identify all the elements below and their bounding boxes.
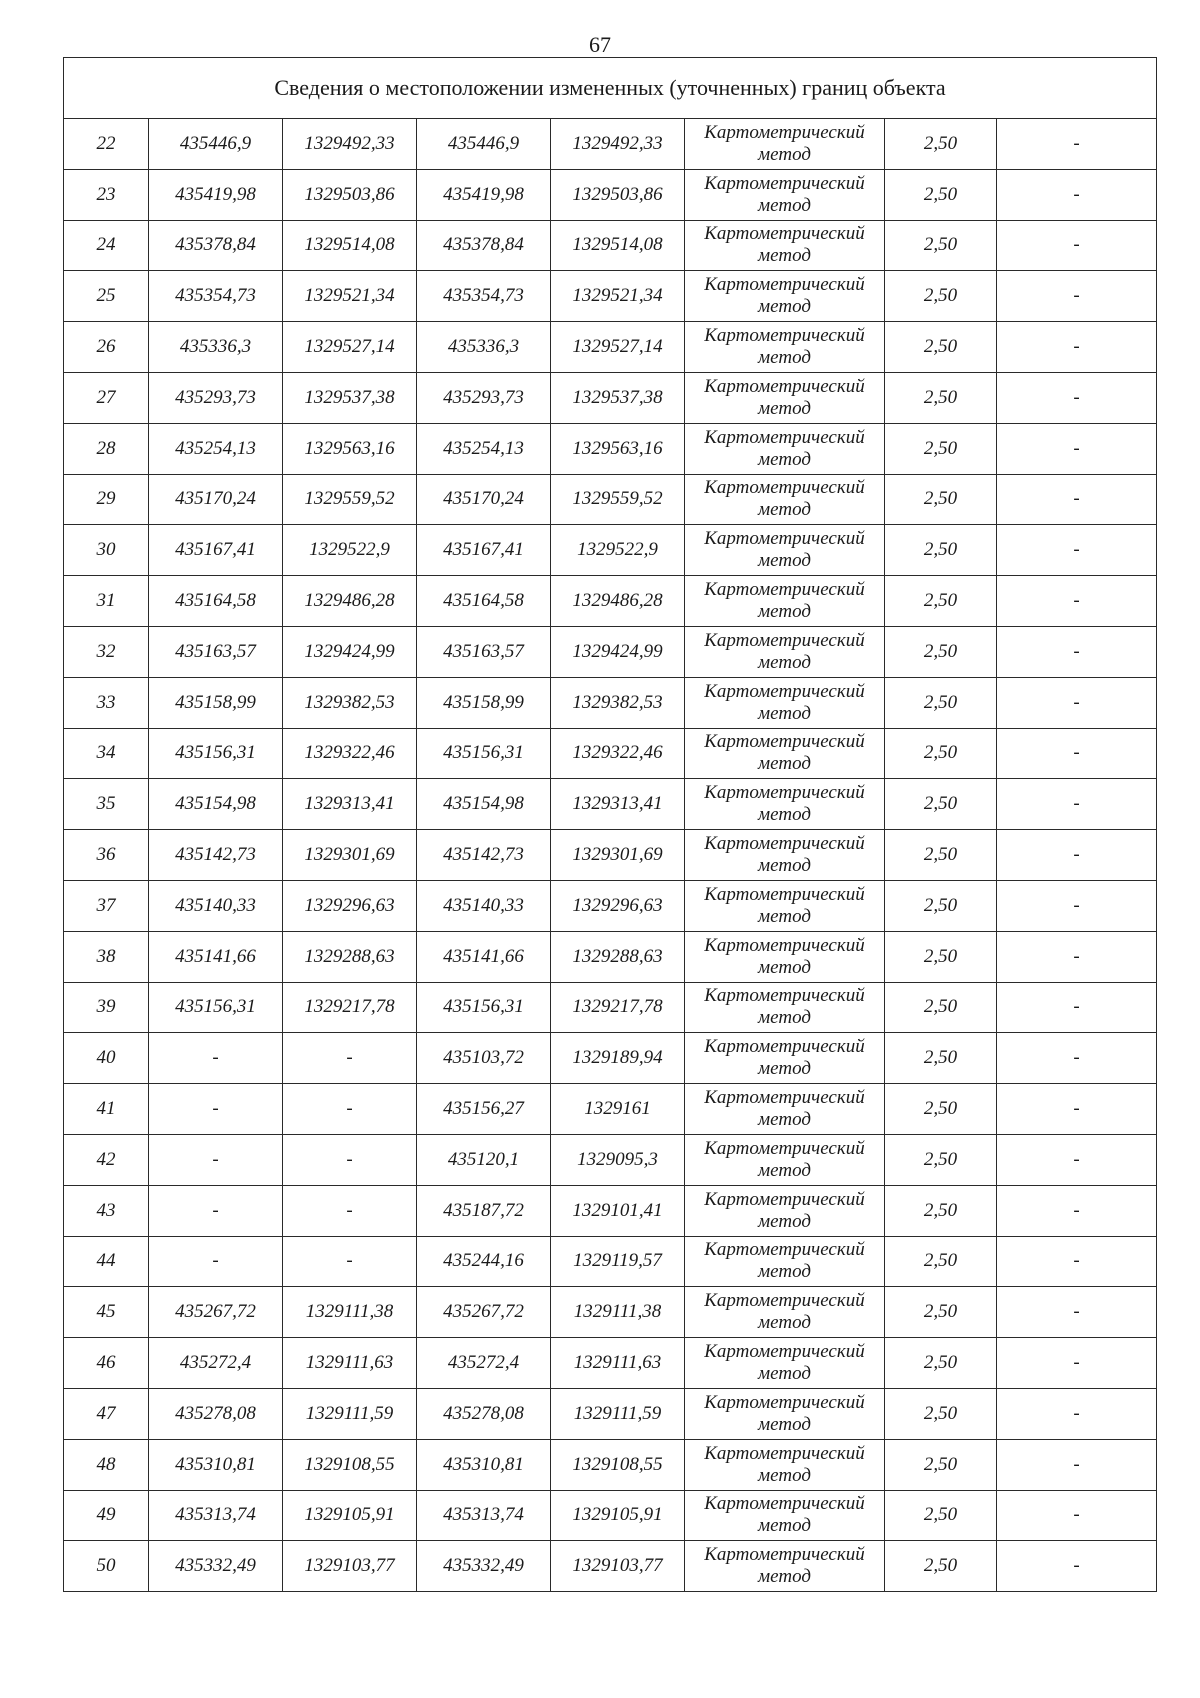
page-number: 67 [589,32,611,57]
precision-cell: 2,50 [885,677,997,728]
updated-x-cell: 435278,08 [417,1388,551,1439]
updated-x-cell: 435141,66 [417,931,551,982]
table-row [64,880,1157,931]
existing-x-cell: - [149,1185,283,1236]
point-number-cell: 36 [64,830,149,881]
updated-x-cell: 435378,84 [417,220,551,271]
existing-y-cell: 1329288,63 [283,931,417,982]
existing-y-cell: 1329296,63 [283,880,417,931]
existing-y-cell: 1329382,53 [283,677,417,728]
precision-cell: 2,50 [885,525,997,576]
method-cell: Картометрический метод [685,1388,885,1439]
boundary-coordinates-table [63,57,1157,1592]
updated-y-cell: 1329563,16 [551,423,685,474]
method-cell: Картометрический метод [685,322,885,373]
updated-y-cell: 1329382,53 [551,677,685,728]
existing-y-cell: 1329521,34 [283,271,417,322]
description-cell: - [997,1338,1157,1389]
description-cell: - [997,474,1157,525]
updated-y-cell: 1329514,08 [551,220,685,271]
point-number-cell: 35 [64,779,149,830]
method-cell: Картометрический метод [685,423,885,474]
existing-x-cell: 435156,31 [149,982,283,1033]
table-row [64,119,1157,170]
table-row [64,1185,1157,1236]
method-cell: Картометрический метод [685,880,885,931]
updated-x-cell: 435310,81 [417,1439,551,1490]
updated-x-cell: 435154,98 [417,779,551,830]
existing-y-cell: 1329103,77 [283,1541,417,1592]
method-cell: Картометрический метод [685,576,885,627]
table-row [64,677,1157,728]
description-cell: - [997,1084,1157,1135]
precision-cell: 2,50 [885,322,997,373]
existing-y-cell: - [283,1084,417,1135]
point-number-cell: 46 [64,1338,149,1389]
table-row [64,1490,1157,1541]
table-row [64,423,1157,474]
updated-x-cell: 435167,41 [417,525,551,576]
existing-y-cell: 1329537,38 [283,372,417,423]
updated-y-cell: 1329119,57 [551,1236,685,1287]
existing-x-cell: - [149,1236,283,1287]
method-cell: Картометрический метод [685,169,885,220]
updated-y-cell: 1329559,52 [551,474,685,525]
precision-cell: 2,50 [885,1134,997,1185]
precision-cell: 2,50 [885,931,997,982]
description-cell: - [997,576,1157,627]
description-cell: - [997,931,1157,982]
table-row [64,728,1157,779]
method-cell: Картометрический метод [685,271,885,322]
existing-x-cell: 435140,33 [149,880,283,931]
method-cell: Картометрический метод [685,982,885,1033]
updated-x-cell: 435142,73 [417,830,551,881]
updated-y-cell: 1329521,34 [551,271,685,322]
point-number-cell: 40 [64,1033,149,1084]
existing-y-cell: 1329559,52 [283,474,417,525]
description-cell: - [997,525,1157,576]
updated-x-cell: 435336,3 [417,322,551,373]
point-number-cell: 27 [64,372,149,423]
table-row [64,1338,1157,1389]
existing-x-cell: - [149,1033,283,1084]
updated-y-cell: 1329189,94 [551,1033,685,1084]
updated-y-cell: 1329322,46 [551,728,685,779]
existing-x-cell: 435354,73 [149,271,283,322]
table-row [64,1541,1157,1592]
point-number-cell: 45 [64,1287,149,1338]
method-cell: Картометрический метод [685,372,885,423]
existing-y-cell: - [283,1033,417,1084]
description-cell: - [997,119,1157,170]
table-row [64,525,1157,576]
point-number-cell: 26 [64,322,149,373]
precision-cell: 2,50 [885,372,997,423]
updated-y-cell: 1329313,41 [551,779,685,830]
updated-y-cell: 1329486,28 [551,576,685,627]
existing-y-cell: 1329322,46 [283,728,417,779]
point-number-cell: 34 [64,728,149,779]
precision-cell: 2,50 [885,880,997,931]
description-cell: - [997,1388,1157,1439]
table-row [64,220,1157,271]
existing-y-cell: 1329503,86 [283,169,417,220]
existing-x-cell: 435158,99 [149,677,283,728]
updated-x-cell: 435164,58 [417,576,551,627]
description-cell: - [997,728,1157,779]
method-cell: Картометрический метод [685,1338,885,1389]
method-cell: Картометрический метод [685,525,885,576]
precision-cell: 2,50 [885,1084,997,1135]
existing-y-cell: 1329105,91 [283,1490,417,1541]
point-number-cell: 41 [64,1084,149,1135]
updated-x-cell: 435187,72 [417,1185,551,1236]
point-number-cell: 43 [64,1185,149,1236]
description-cell: - [997,423,1157,474]
table-row [64,271,1157,322]
updated-x-cell: 435446,9 [417,119,551,170]
description-cell: - [997,1541,1157,1592]
existing-y-cell: 1329111,59 [283,1388,417,1439]
existing-x-cell: 435141,66 [149,931,283,982]
existing-y-cell: 1329111,38 [283,1287,417,1338]
table-row [64,1439,1157,1490]
precision-cell: 2,50 [885,474,997,525]
precision-cell: 2,50 [885,982,997,1033]
point-number-cell: 37 [64,880,149,931]
description-cell: - [997,1033,1157,1084]
description-cell: - [997,1185,1157,1236]
existing-y-cell: - [283,1134,417,1185]
existing-y-cell: 1329492,33 [283,119,417,170]
precision-cell: 2,50 [885,1185,997,1236]
updated-x-cell: 435419,98 [417,169,551,220]
existing-x-cell: 435378,84 [149,220,283,271]
precision-cell: 2,50 [885,626,997,677]
existing-x-cell: - [149,1134,283,1185]
existing-y-cell: 1329313,41 [283,779,417,830]
point-number-cell: 44 [64,1236,149,1287]
table-row [64,779,1157,830]
point-number-cell: 30 [64,525,149,576]
existing-y-cell: 1329527,14 [283,322,417,373]
existing-y-cell: 1329522,9 [283,525,417,576]
precision-cell: 2,50 [885,1033,997,1084]
existing-y-cell: 1329486,28 [283,576,417,627]
updated-y-cell: 1329111,38 [551,1287,685,1338]
table-row [64,322,1157,373]
description-cell: - [997,626,1157,677]
table-row [64,1287,1157,1338]
existing-y-cell: - [283,1236,417,1287]
method-cell: Картометрический метод [685,830,885,881]
updated-y-cell: 1329424,99 [551,626,685,677]
method-cell: Картометрический метод [685,1490,885,1541]
existing-y-cell: 1329111,63 [283,1338,417,1389]
point-number-cell: 24 [64,220,149,271]
existing-x-cell: 435164,58 [149,576,283,627]
existing-x-cell: 435272,4 [149,1338,283,1389]
table-row [64,1134,1157,1185]
precision-cell: 2,50 [885,1541,997,1592]
existing-y-cell: 1329108,55 [283,1439,417,1490]
point-number-cell: 28 [64,423,149,474]
point-number-cell: 29 [64,474,149,525]
description-cell: - [997,271,1157,322]
updated-y-cell: 1329503,86 [551,169,685,220]
table-row [64,1388,1157,1439]
table-row [64,474,1157,525]
updated-x-cell: 435293,73 [417,372,551,423]
existing-x-cell: 435156,31 [149,728,283,779]
updated-x-cell: 435156,27 [417,1084,551,1135]
method-cell: Картометрический метод [685,931,885,982]
precision-cell: 2,50 [885,119,997,170]
method-cell: Картометрический метод [685,1439,885,1490]
updated-x-cell: 435332,49 [417,1541,551,1592]
existing-y-cell: 1329514,08 [283,220,417,271]
existing-x-cell: 435278,08 [149,1388,283,1439]
existing-y-cell: - [283,1185,417,1236]
description-cell: - [997,982,1157,1033]
updated-y-cell: 1329301,69 [551,830,685,881]
precision-cell: 2,50 [885,169,997,220]
precision-cell: 2,50 [885,271,997,322]
point-number-cell: 32 [64,626,149,677]
method-cell: Картометрический метод [685,1541,885,1592]
point-number-cell: 47 [64,1388,149,1439]
existing-x-cell: 435310,81 [149,1439,283,1490]
existing-x-cell: 435170,24 [149,474,283,525]
point-number-cell: 42 [64,1134,149,1185]
updated-x-cell: 435158,99 [417,677,551,728]
existing-y-cell: 1329217,78 [283,982,417,1033]
updated-y-cell: 1329522,9 [551,525,685,576]
updated-y-cell: 1329111,63 [551,1338,685,1389]
method-cell: Картометрический метод [685,119,885,170]
updated-x-cell: 435140,33 [417,880,551,931]
updated-y-cell: 1329527,14 [551,322,685,373]
existing-y-cell: 1329563,16 [283,423,417,474]
point-number-cell: 38 [64,931,149,982]
description-cell: - [997,372,1157,423]
updated-x-cell: 435244,16 [417,1236,551,1287]
point-number-cell: 50 [64,1541,149,1592]
existing-x-cell: 435142,73 [149,830,283,881]
description-cell: - [997,880,1157,931]
precision-cell: 2,50 [885,728,997,779]
description-cell: - [997,1134,1157,1185]
table-row [64,1033,1157,1084]
updated-y-cell: 1329108,55 [551,1439,685,1490]
point-number-cell: 22 [64,119,149,170]
existing-x-cell: 435267,72 [149,1287,283,1338]
updated-x-cell: 435354,73 [417,271,551,322]
updated-x-cell: 435313,74 [417,1490,551,1541]
updated-y-cell: 1329101,41 [551,1185,685,1236]
description-cell: - [997,220,1157,271]
description-cell: - [997,830,1157,881]
existing-x-cell: 435336,3 [149,322,283,373]
updated-x-cell: 435267,72 [417,1287,551,1338]
precision-cell: 2,50 [885,1388,997,1439]
updated-y-cell: 1329288,63 [551,931,685,982]
method-cell: Картометрический метод [685,1287,885,1338]
updated-x-cell: 435103,72 [417,1033,551,1084]
method-cell: Картометрический метод [685,474,885,525]
updated-y-cell: 1329095,3 [551,1134,685,1185]
table-row [64,372,1157,423]
updated-x-cell: 435156,31 [417,728,551,779]
table-row [64,1084,1157,1135]
point-number-cell: 48 [64,1439,149,1490]
table-title-row [64,58,1157,119]
existing-y-cell: 1329424,99 [283,626,417,677]
precision-cell: 2,50 [885,779,997,830]
description-cell: - [997,1439,1157,1490]
existing-x-cell: 435167,41 [149,525,283,576]
table-row [64,626,1157,677]
updated-x-cell: 435272,4 [417,1338,551,1389]
point-number-cell: 25 [64,271,149,322]
method-cell: Картометрический метод [685,728,885,779]
existing-x-cell: 435163,57 [149,626,283,677]
description-cell: - [997,1490,1157,1541]
updated-y-cell: 1329217,78 [551,982,685,1033]
updated-x-cell: 435156,31 [417,982,551,1033]
method-cell: Картометрический метод [685,1185,885,1236]
description-cell: - [997,779,1157,830]
updated-y-cell: 1329105,91 [551,1490,685,1541]
updated-y-cell: 1329161 [551,1084,685,1135]
method-cell: Картометрический метод [685,677,885,728]
table-row [64,1236,1157,1287]
existing-x-cell: 435154,98 [149,779,283,830]
table-title: Сведения о местоположении измененных (уточненных) границ объекта [64,58,1157,119]
precision-cell: 2,50 [885,1287,997,1338]
updated-x-cell: 435163,57 [417,626,551,677]
method-cell: Картометрический метод [685,779,885,830]
method-cell: Картометрический метод [685,1236,885,1287]
table-row [64,830,1157,881]
updated-x-cell: 435254,13 [417,423,551,474]
point-number-cell: 39 [64,982,149,1033]
updated-y-cell: 1329537,38 [551,372,685,423]
method-cell: Картометрический метод [685,1084,885,1135]
table-row [64,169,1157,220]
table-body [64,119,1157,1592]
precision-cell: 2,50 [885,1236,997,1287]
existing-x-cell: 435332,49 [149,1541,283,1592]
description-cell: - [997,169,1157,220]
updated-y-cell: 1329492,33 [551,119,685,170]
table-row [64,931,1157,982]
precision-cell: 2,50 [885,1338,997,1389]
updated-y-cell: 1329103,77 [551,1541,685,1592]
existing-y-cell: 1329301,69 [283,830,417,881]
updated-y-cell: 1329111,59 [551,1388,685,1439]
precision-cell: 2,50 [885,576,997,627]
updated-x-cell: 435120,1 [417,1134,551,1185]
method-cell: Картометрический метод [685,1134,885,1185]
updated-x-cell: 435170,24 [417,474,551,525]
precision-cell: 2,50 [885,1439,997,1490]
point-number-cell: 31 [64,576,149,627]
point-number-cell: 23 [64,169,149,220]
description-cell: - [997,322,1157,373]
existing-x-cell: 435313,74 [149,1490,283,1541]
existing-x-cell: 435446,9 [149,119,283,170]
method-cell: Картометрический метод [685,626,885,677]
point-number-cell: 33 [64,677,149,728]
precision-cell: 2,50 [885,1490,997,1541]
description-cell: - [997,1236,1157,1287]
table-row [64,982,1157,1033]
table-row [64,576,1157,627]
method-cell: Картометрический метод [685,220,885,271]
description-cell: - [997,677,1157,728]
existing-x-cell: 435293,73 [149,372,283,423]
updated-y-cell: 1329296,63 [551,880,685,931]
description-cell: - [997,1287,1157,1338]
existing-x-cell: 435254,13 [149,423,283,474]
precision-cell: 2,50 [885,220,997,271]
existing-x-cell: - [149,1084,283,1135]
method-cell: Картометрический метод [685,1033,885,1084]
precision-cell: 2,50 [885,423,997,474]
precision-cell: 2,50 [885,830,997,881]
point-number-cell: 49 [64,1490,149,1541]
existing-x-cell: 435419,98 [149,169,283,220]
